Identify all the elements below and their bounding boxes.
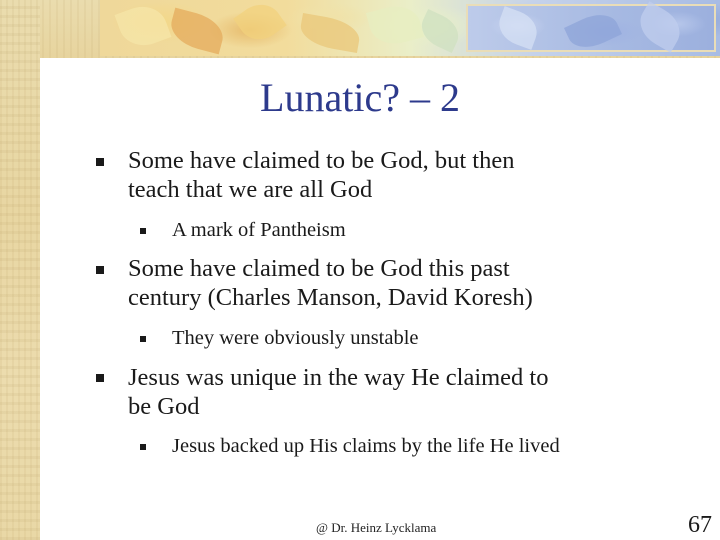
bullet-text — [128, 363, 648, 421]
bullet-line: century (Charles Manson, David Koresh) — [128, 284, 533, 311]
leaf-decoration — [167, 8, 228, 55]
floral-frame — [466, 4, 716, 52]
leaf-decoration — [233, 0, 286, 48]
bullet-line: Some have claimed to be God this past — [128, 255, 510, 282]
leaf-decoration — [298, 13, 362, 53]
bullet-line: Some have claimed to be God, but then — [128, 147, 515, 174]
sub-bullet-text: A mark of Pantheism — [172, 219, 346, 241]
sub-bullet-text: Jesus backed up His claims by the life He lived — [172, 435, 560, 457]
footer-credit: @ Dr. Heinz Lycklama — [316, 520, 437, 535]
bullet-text — [128, 254, 648, 312]
leaf-decoration — [366, 0, 424, 50]
bullet-line: teach that we are all God — [128, 176, 373, 203]
bullet-text — [128, 146, 648, 204]
page-number: 67 — [688, 512, 712, 538]
leaf-decoration — [115, 0, 172, 53]
bullet-line: be God — [128, 393, 200, 420]
bullet-line: Jesus was unique in the way He claimed to — [128, 364, 549, 391]
petal-decoration — [632, 1, 687, 52]
square-bullet-icon — [140, 228, 146, 234]
slide-title: Lunatic? – 2 — [260, 75, 460, 120]
square-bullet-icon — [96, 374, 104, 382]
petal-decoration — [494, 6, 543, 50]
square-bullet-icon — [96, 266, 104, 274]
square-bullet-icon — [140, 336, 146, 342]
square-bullet-icon — [96, 158, 104, 166]
sub-bullet-text: They were obviously unstable — [172, 327, 419, 349]
leaf-decoration — [416, 9, 465, 53]
petal-decoration — [564, 7, 622, 55]
square-bullet-icon — [140, 444, 146, 450]
